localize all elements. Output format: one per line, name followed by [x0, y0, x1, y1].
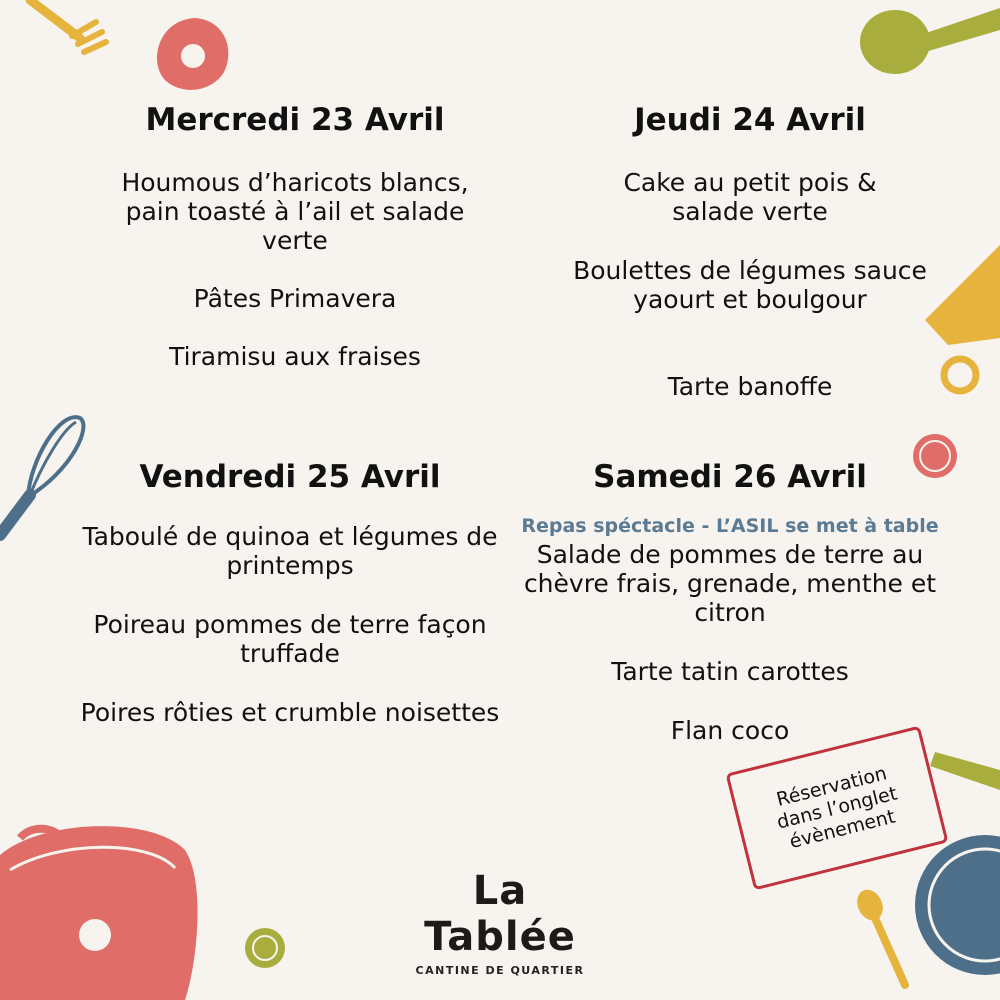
dish-main: Boulettes de légumes sauce yaourt et boulgour	[573, 256, 927, 314]
stamp-text: Réservation dans l’onglet évènement	[774, 762, 900, 854]
event-subtitle: Repas spéctacle - L’ASIL se met à table	[521, 515, 939, 537]
pot-icon	[0, 826, 198, 1000]
day-title: Samedi 26 Avril	[593, 459, 867, 495]
day-wednesday	[95, 100, 495, 371]
spoon-icon	[852, 885, 905, 985]
day-saturday	[510, 457, 950, 745]
day-friday	[60, 457, 520, 727]
dish-main: Tarte tatin carottes	[611, 657, 849, 686]
day-title: Vendredi 25 Avril	[139, 459, 441, 495]
dish-starter: Taboulé de quinoa et légumes de printemps	[82, 522, 498, 580]
dish-main: Pâtes Primavera	[193, 284, 397, 313]
dish-starter: Houmous d’haricots blancs, pain toasté à l’ail et salade verte	[121, 168, 469, 255]
ladle-icon	[860, 8, 1000, 74]
brand-logo	[400, 868, 600, 977]
brand-name: La Tablée	[424, 868, 576, 960]
donut-plate-icon	[157, 18, 228, 90]
dish-dessert: Tiramisu aux fraises	[169, 342, 421, 371]
spatula-icon	[930, 752, 1000, 790]
dish-dessert: Poires rôties et crumble noisettes	[80, 698, 500, 727]
brand-tagline: CANTINE DE QUARTIER	[415, 964, 585, 977]
dish-dessert: Tarte banoffe	[667, 372, 833, 401]
dish-starter: Salade de pommes de terre au chèvre frais, grenade, menthe et citron	[523, 540, 937, 627]
dish-dessert: Flan coco	[670, 716, 790, 745]
small-plate-icon	[245, 928, 285, 968]
day-title: Jeudi 24 Avril	[634, 102, 866, 138]
cutting-board-icon	[925, 245, 1000, 391]
day-title: Mercredi 23 Avril	[145, 102, 445, 138]
day-thursday	[570, 100, 930, 401]
dish-starter: Cake au petit pois & salade verte	[623, 168, 877, 226]
dish-main: Poireau pommes de terre façon truffade	[93, 610, 487, 668]
fork-icon	[30, 0, 106, 52]
bowl-icon	[915, 835, 1000, 975]
